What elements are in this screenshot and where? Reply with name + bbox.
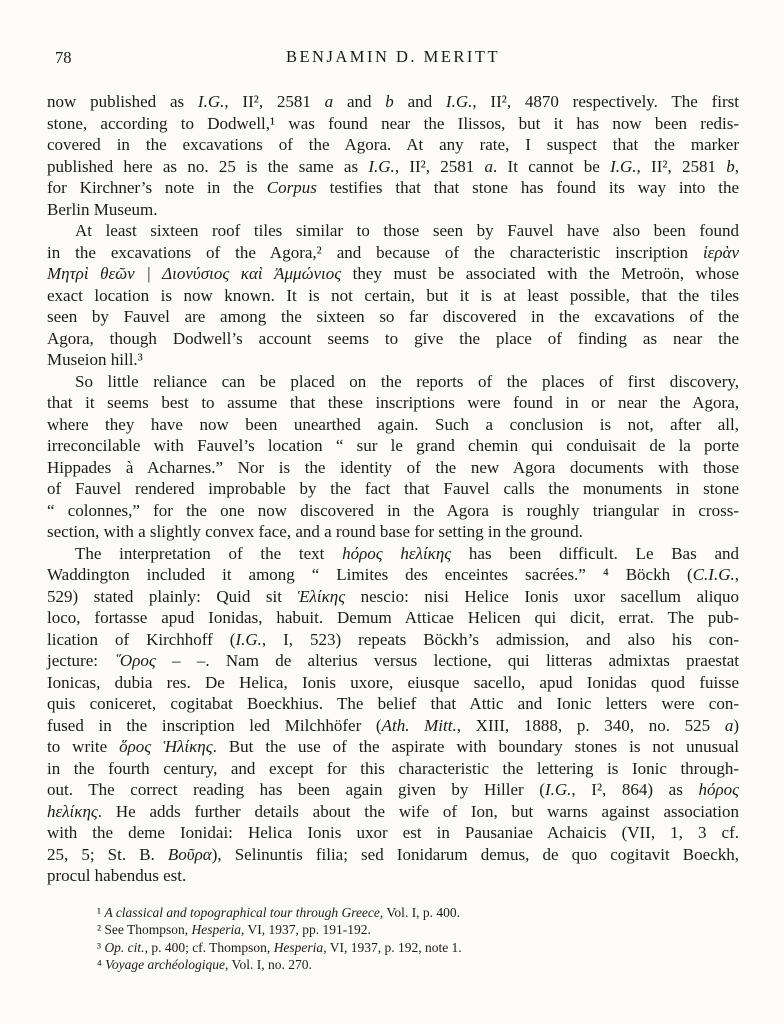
paragraph <box>47 371 739 543</box>
text-run: . He adds further details about the wife of Ion, but warns against association <box>97 801 739 821</box>
text-run: “ colonnes,” for the one now discovered in the Agora is roughly triangular in cross- <box>47 500 739 520</box>
footnote <box>47 956 739 974</box>
text-run: ² See Thompson, <box>97 922 192 938</box>
text-line <box>47 607 739 629</box>
paragraph <box>47 543 739 887</box>
text-line <box>47 263 739 285</box>
running-head: BENJAMIN D. MERITT <box>285 47 501 66</box>
text-run: has been difficult. Le Bas and <box>451 543 739 563</box>
text-run: , Vol. I, no. 270. <box>224 957 312 973</box>
italic-run: I.G. <box>368 156 395 176</box>
text-run: and <box>333 92 386 111</box>
text-line <box>47 457 739 479</box>
text-run: . It cannot be <box>493 156 611 176</box>
text-run: to write <box>47 737 120 756</box>
text-run: Museion hill.³ <box>47 350 143 369</box>
italic-run: ἱερὰν <box>702 242 739 262</box>
text-run: section, with a slightly convex face, and a round base for setting in the ground. <box>47 522 583 541</box>
body-paragraphs <box>47 91 739 887</box>
italic-run: hόρος <box>698 780 739 799</box>
text-line <box>47 478 739 500</box>
text-line <box>47 736 739 758</box>
text-run: At least sixteen roof tiles similar to those seen by Fauvel have also been found <box>75 221 739 240</box>
text-line <box>47 758 739 780</box>
text-run: fused in the inscription led Milchhöfer ( <box>47 715 382 735</box>
text-run: in the fourth century, and except for this characteristic the lettering is Ionic through- <box>47 758 739 778</box>
text-run: nescio: nisi Helice Ionis uxor sacellum aliquo <box>345 586 739 606</box>
text-run: , VI, 1937, pp. 191-192. <box>241 922 371 938</box>
text-run: stone, according to Dodwell,¹ was found near the Ilissos, but it has now been redis- <box>47 113 739 133</box>
text-run: , p. 400; cf. Thompson, <box>144 939 274 955</box>
italic-run: I.G. <box>197 92 225 111</box>
italic-run: b <box>385 92 394 111</box>
footnote <box>47 921 739 939</box>
italic-run: Ἑλίκης <box>297 586 346 606</box>
text-line <box>47 435 739 457</box>
text-run: now published as <box>47 92 198 111</box>
italic-run: Op. cit. <box>104 939 145 955</box>
text-line <box>47 306 739 328</box>
text-run: they must be associated with the Metroön, whose <box>341 264 739 283</box>
italic-run: Hesperia <box>273 939 324 955</box>
italic-run: I.G. <box>445 92 473 111</box>
text-run: , I, 523) repeats Böckh’s admission, and also his con- <box>261 629 740 649</box>
italic-run: I.G. <box>610 156 637 176</box>
text-run: Agora, though Dodwell’s account seems to give the place of finding as near the <box>47 328 739 348</box>
italic-run: a <box>724 715 734 735</box>
italic-run: hόρος hελίκης <box>342 543 452 563</box>
italic-run: Βοῦρα <box>167 844 212 864</box>
text-line <box>47 392 739 414</box>
text-run: procul habendus est. <box>47 866 187 885</box>
text-run: ¹ <box>97 904 105 920</box>
paragraph <box>47 220 739 371</box>
text-run: So little reliance can be placed on the reports of the places of first discovery, <box>75 371 739 391</box>
text-run: , I², 864) as <box>571 780 699 799</box>
italic-run: Voyage archéologique <box>105 957 225 973</box>
italic-run: A classical and topographical tour through Greece <box>104 904 380 920</box>
text-line <box>47 113 739 135</box>
text-run: , II², 2581 <box>636 156 727 176</box>
text-line <box>47 134 739 156</box>
text-line <box>47 629 739 651</box>
text-run: irreconcilable with Fauvel’s location “ sur le grand chemin qui conduisait de la porte <box>47 436 739 455</box>
page-number: 78 <box>55 48 72 67</box>
text-run: with the deme Ionidai: Helica Ionis uxor est in Pausaniae Achaicis (VII, 1, 3 cf. <box>47 823 739 842</box>
text-run: , II², 2581 <box>224 92 325 111</box>
text-run: and <box>393 92 446 111</box>
text-line <box>47 349 739 371</box>
text-run: . But the use of the aspirate with boundary stones is not unusual <box>212 737 739 756</box>
text-run: , <box>734 565 739 584</box>
text-line <box>47 822 739 844</box>
italic-run: ῞Ορος <box>114 651 156 670</box>
italic-run: I.G. <box>544 780 572 799</box>
text-run: lication of Kirchhoff ( <box>47 629 236 649</box>
text-run: quis coniceret, cogitabat Boeckhius. The belief that Attic and Ionic letters were con- <box>47 694 739 713</box>
text-line <box>47 672 739 694</box>
text-line <box>47 91 739 113</box>
text-line <box>47 220 739 242</box>
text-run: published here as no. 25 is the same as <box>47 156 369 176</box>
paragraph <box>47 91 739 220</box>
text-line <box>47 242 739 264</box>
text-run: in the excavations of the Agora,² and because of the characteristic inscription <box>47 242 703 262</box>
text-line <box>47 564 739 586</box>
text-run: , XIII, 1888, p. 340, no. 525 <box>456 715 725 735</box>
text-run: out. The correct reading has been again given by Hiller ( <box>47 780 545 799</box>
text-run: 529) stated plainly: Quid sit <box>47 586 298 606</box>
text-run: ) <box>733 715 740 735</box>
text-run: of Fauvel rendered improbable by the fact that Fauvel calls the monuments in stone <box>47 479 739 498</box>
page-header <box>47 47 739 67</box>
text-line <box>47 844 739 866</box>
italic-run: ὅρος Ἡλίκης <box>119 737 213 756</box>
italic-run: a <box>484 156 494 176</box>
text-line <box>47 414 739 436</box>
text-run: for Kirchner’s note in the <box>47 178 267 197</box>
text-run: Berlin Museum. <box>47 199 158 219</box>
italic-run: a <box>324 92 334 111</box>
text-line <box>47 801 739 823</box>
italic-run: hελίκης <box>47 801 98 821</box>
text-line <box>47 285 739 307</box>
text-line <box>47 693 739 715</box>
italic-run: Ath. Mitt. <box>381 715 457 735</box>
text-run: , VI, 1937, p. 192, note 1. <box>323 939 462 955</box>
text-run: , <box>734 156 740 176</box>
text-line <box>47 156 739 178</box>
text-line <box>47 328 739 350</box>
text-run: The interpretation of the text <box>75 543 343 563</box>
text-run: testifies that that stone has found its way into the <box>316 178 739 197</box>
text-line <box>47 650 739 672</box>
text-run: covered in the excavations of the Agora. At any rate, I suspect that the marker <box>47 135 739 154</box>
italic-run: b <box>726 156 735 176</box>
text-run: Ionicas, dubia res. De Helica, Ionis uxore, eiusque sacello, apud Ionidas quod fuisse <box>47 672 739 692</box>
text-run: exact location is now known. It is not certain, but it is at least possible, that the tiles <box>47 285 739 305</box>
text-run: that it seems best to assume that these inscriptions were found in or near the Agora, <box>47 393 739 412</box>
text-run: loco, fortasse apud Ionidas, habuit. Demum Atticae Helicen qui dicit, errat. The pub- <box>47 608 739 627</box>
text-run: jecture: <box>47 651 115 670</box>
text-run: Hippades à Acharnes.” Nor is the identity of the new Agora documents with those <box>47 457 739 477</box>
text-line <box>47 586 739 608</box>
text-line <box>47 543 739 565</box>
text-line <box>47 865 739 887</box>
text-run: , II², 2581 <box>394 156 485 176</box>
text-line <box>47 779 739 801</box>
italic-run: Corpus <box>266 178 317 197</box>
footnote <box>47 904 739 922</box>
footnotes <box>47 904 739 974</box>
text-run: , Vol. I, p. 400. <box>379 904 461 920</box>
text-line <box>47 521 739 543</box>
text-run: where they have now been unearthed again. Such a conclusion is not, after all, <box>47 414 739 434</box>
italic-run: I.G. <box>235 629 262 649</box>
text-line <box>47 371 739 393</box>
text-line <box>47 715 739 737</box>
text-run: 25, 5; St. B. <box>47 844 168 864</box>
text-run: ³ <box>97 939 105 955</box>
text-line <box>47 500 739 522</box>
italic-run: Hesperia <box>191 922 242 938</box>
text-run: ⁴ <box>97 957 106 973</box>
text-run: , II², 4870 respectively. The first <box>472 92 740 111</box>
text-line <box>47 199 739 221</box>
text-run: Waddington included it among “ Limites des enceintes sacrées.” ⁴ Böckh ( <box>47 565 693 584</box>
italic-run: C.I.G. <box>692 565 735 584</box>
italic-run: Μητρὶ θεῶν | Διονύσιος καὶ Ἀμμώνιος <box>47 264 342 283</box>
text-run: – –. Nam de alterius versus lectione, qui litteras admixtas praestat <box>155 651 740 670</box>
text-line <box>47 177 739 199</box>
text-run: ), Selinuntis filia; sed Ionidarum demus, de quo cogitavit Boeckh, <box>211 844 739 864</box>
text-run: seen by Fauvel are among the sixteen so far discovered in the excavations of the <box>47 307 739 326</box>
page-content <box>47 47 739 974</box>
footnote <box>47 939 739 957</box>
